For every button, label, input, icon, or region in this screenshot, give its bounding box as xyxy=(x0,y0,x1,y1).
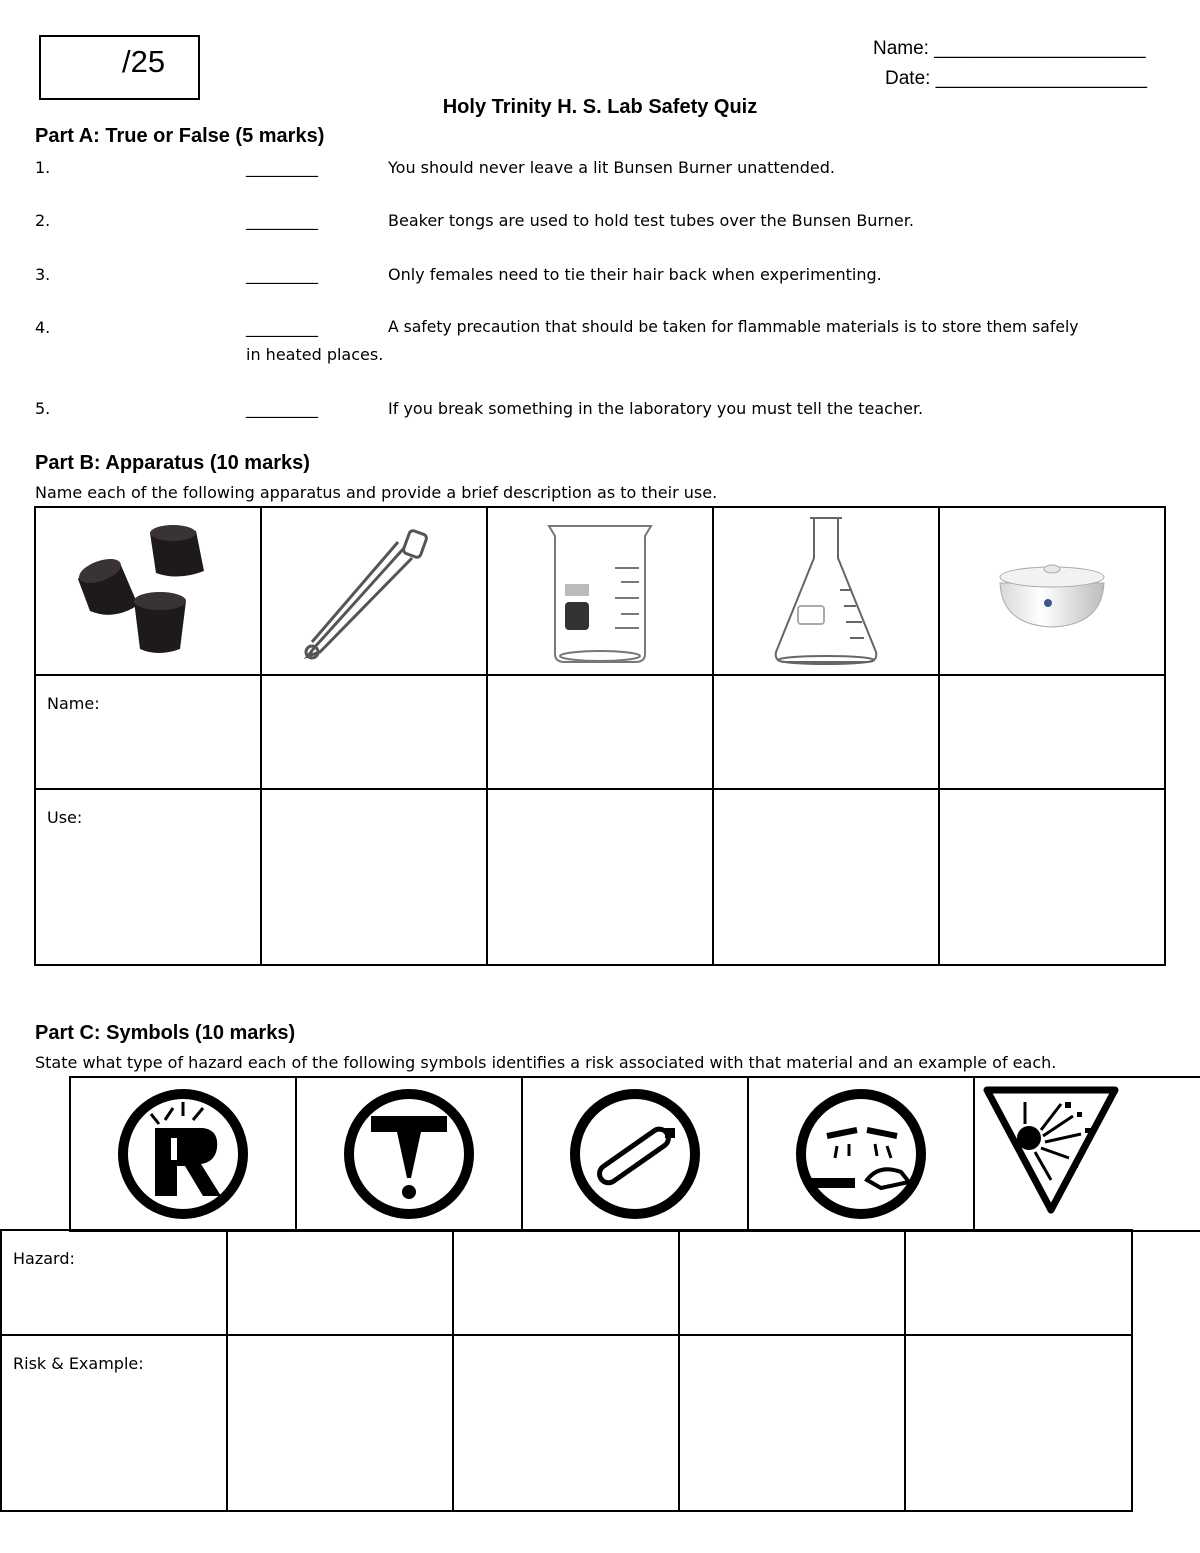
row-label-use: Use: xyxy=(47,808,83,827)
hazard-answer[interactable] xyxy=(227,1230,453,1335)
row-label-hazard: Hazard: xyxy=(13,1249,75,1268)
date-field[interactable]: Date: ____________________ xyxy=(885,68,1148,89)
corrosive-icon xyxy=(793,1086,929,1222)
question-number: 4. xyxy=(35,318,51,337)
symbols-table xyxy=(69,1076,1200,1232)
part-c-instructions: State what type of hazard each of the following symbols identifies a risk associated with that material and an example of each. xyxy=(35,1053,1057,1072)
apparatus-use-answer[interactable] xyxy=(487,789,713,965)
compressed-gas-icon xyxy=(567,1086,703,1222)
question-number: 3. xyxy=(35,265,51,284)
apparatus-use-answer[interactable] xyxy=(261,789,487,965)
apparatus-image-cell xyxy=(487,507,713,675)
answer-blank[interactable]: _________ xyxy=(246,399,318,418)
apparatus-name-answer[interactable] xyxy=(939,675,1165,789)
answer-blank[interactable]: _________ xyxy=(246,211,318,230)
symbol-image-cell xyxy=(296,1077,522,1231)
apparatus-use-answer[interactable] xyxy=(713,789,939,965)
question-number: 1. xyxy=(35,158,51,177)
question-text: Beaker tongs are used to hold test tubes over the Bunsen Burner. xyxy=(388,211,914,230)
apparatus-image-cell xyxy=(939,507,1165,675)
part-b-instructions: Name each of the following apparatus and provide a brief description as to their use. xyxy=(35,483,718,502)
crucible-icon xyxy=(992,541,1112,641)
question-text: Only females need to tie their hair back when experimenting. xyxy=(388,265,882,284)
question-number: 2. xyxy=(35,211,51,230)
part-b-heading: Part B: Apparatus (10 marks) xyxy=(35,452,310,474)
dangerously-reactive-icon xyxy=(115,1086,251,1222)
question-text-continued: in heated places. xyxy=(246,345,384,364)
hazard-label-cell xyxy=(1,1230,227,1335)
apparatus-name-answer[interactable] xyxy=(261,675,487,789)
answer-blank[interactable]: _________ xyxy=(246,158,318,177)
hazard-answer-table xyxy=(0,1229,1133,1512)
answer-blank[interactable]: _________ xyxy=(246,318,318,337)
name-field[interactable]: Name: ____________________ xyxy=(873,38,1146,59)
symbol-image-cell xyxy=(522,1077,748,1231)
hazard-answer[interactable] xyxy=(905,1230,1132,1335)
answer-blank[interactable]: _________ xyxy=(246,265,318,284)
symbol-image-cell xyxy=(70,1077,296,1231)
test-tube-tongs-icon xyxy=(294,516,454,666)
part-c-heading: Part C: Symbols (10 marks) xyxy=(35,1022,296,1044)
risk-answer[interactable] xyxy=(453,1335,679,1511)
question-number: 5. xyxy=(35,399,51,418)
risk-label-cell xyxy=(1,1335,227,1511)
hazard-answer[interactable] xyxy=(679,1230,905,1335)
row-label-name: Name: xyxy=(47,694,100,713)
question-text: A safety precaution that should be taken for flammable materials is to store them safely xyxy=(388,318,1079,336)
symbol-image-cell xyxy=(974,1077,1200,1231)
page-title: Holy Trinity H. S. Lab Safety Quiz xyxy=(442,96,758,118)
explosive-icon xyxy=(981,1084,1121,1214)
apparatus-image-cell xyxy=(35,507,261,675)
question-text: You should never leave a lit Bunsen Burner unattended. xyxy=(388,158,835,177)
risk-answer[interactable] xyxy=(227,1335,453,1511)
apparatus-name-answer[interactable] xyxy=(487,675,713,789)
apparatus-name-label-cell xyxy=(35,675,261,789)
apparatus-name-answer[interactable] xyxy=(713,675,939,789)
question-text: If you break something in the laboratory you must tell the teacher. xyxy=(388,399,924,418)
symbol-image-cell xyxy=(748,1077,974,1231)
score-total: /25 xyxy=(122,44,166,79)
apparatus-image-cell xyxy=(261,507,487,675)
row-label-risk-example: Risk & Example: xyxy=(13,1354,144,1373)
risk-answer[interactable] xyxy=(905,1335,1132,1511)
poisonous-icon xyxy=(341,1086,477,1222)
apparatus-image-cell xyxy=(713,507,939,675)
apparatus-use-answer[interactable] xyxy=(939,789,1165,965)
score-box xyxy=(39,35,200,100)
beaker-icon xyxy=(535,516,665,666)
apparatus-table xyxy=(34,506,1166,966)
hazard-answer[interactable] xyxy=(453,1230,679,1335)
apparatus-use-label-cell xyxy=(35,789,261,965)
risk-answer[interactable] xyxy=(679,1335,905,1511)
part-a-heading: Part A: True or False (5 marks) xyxy=(35,125,325,147)
erlenmeyer-flask-icon xyxy=(766,514,886,669)
rubber-stoppers-icon xyxy=(68,521,228,661)
